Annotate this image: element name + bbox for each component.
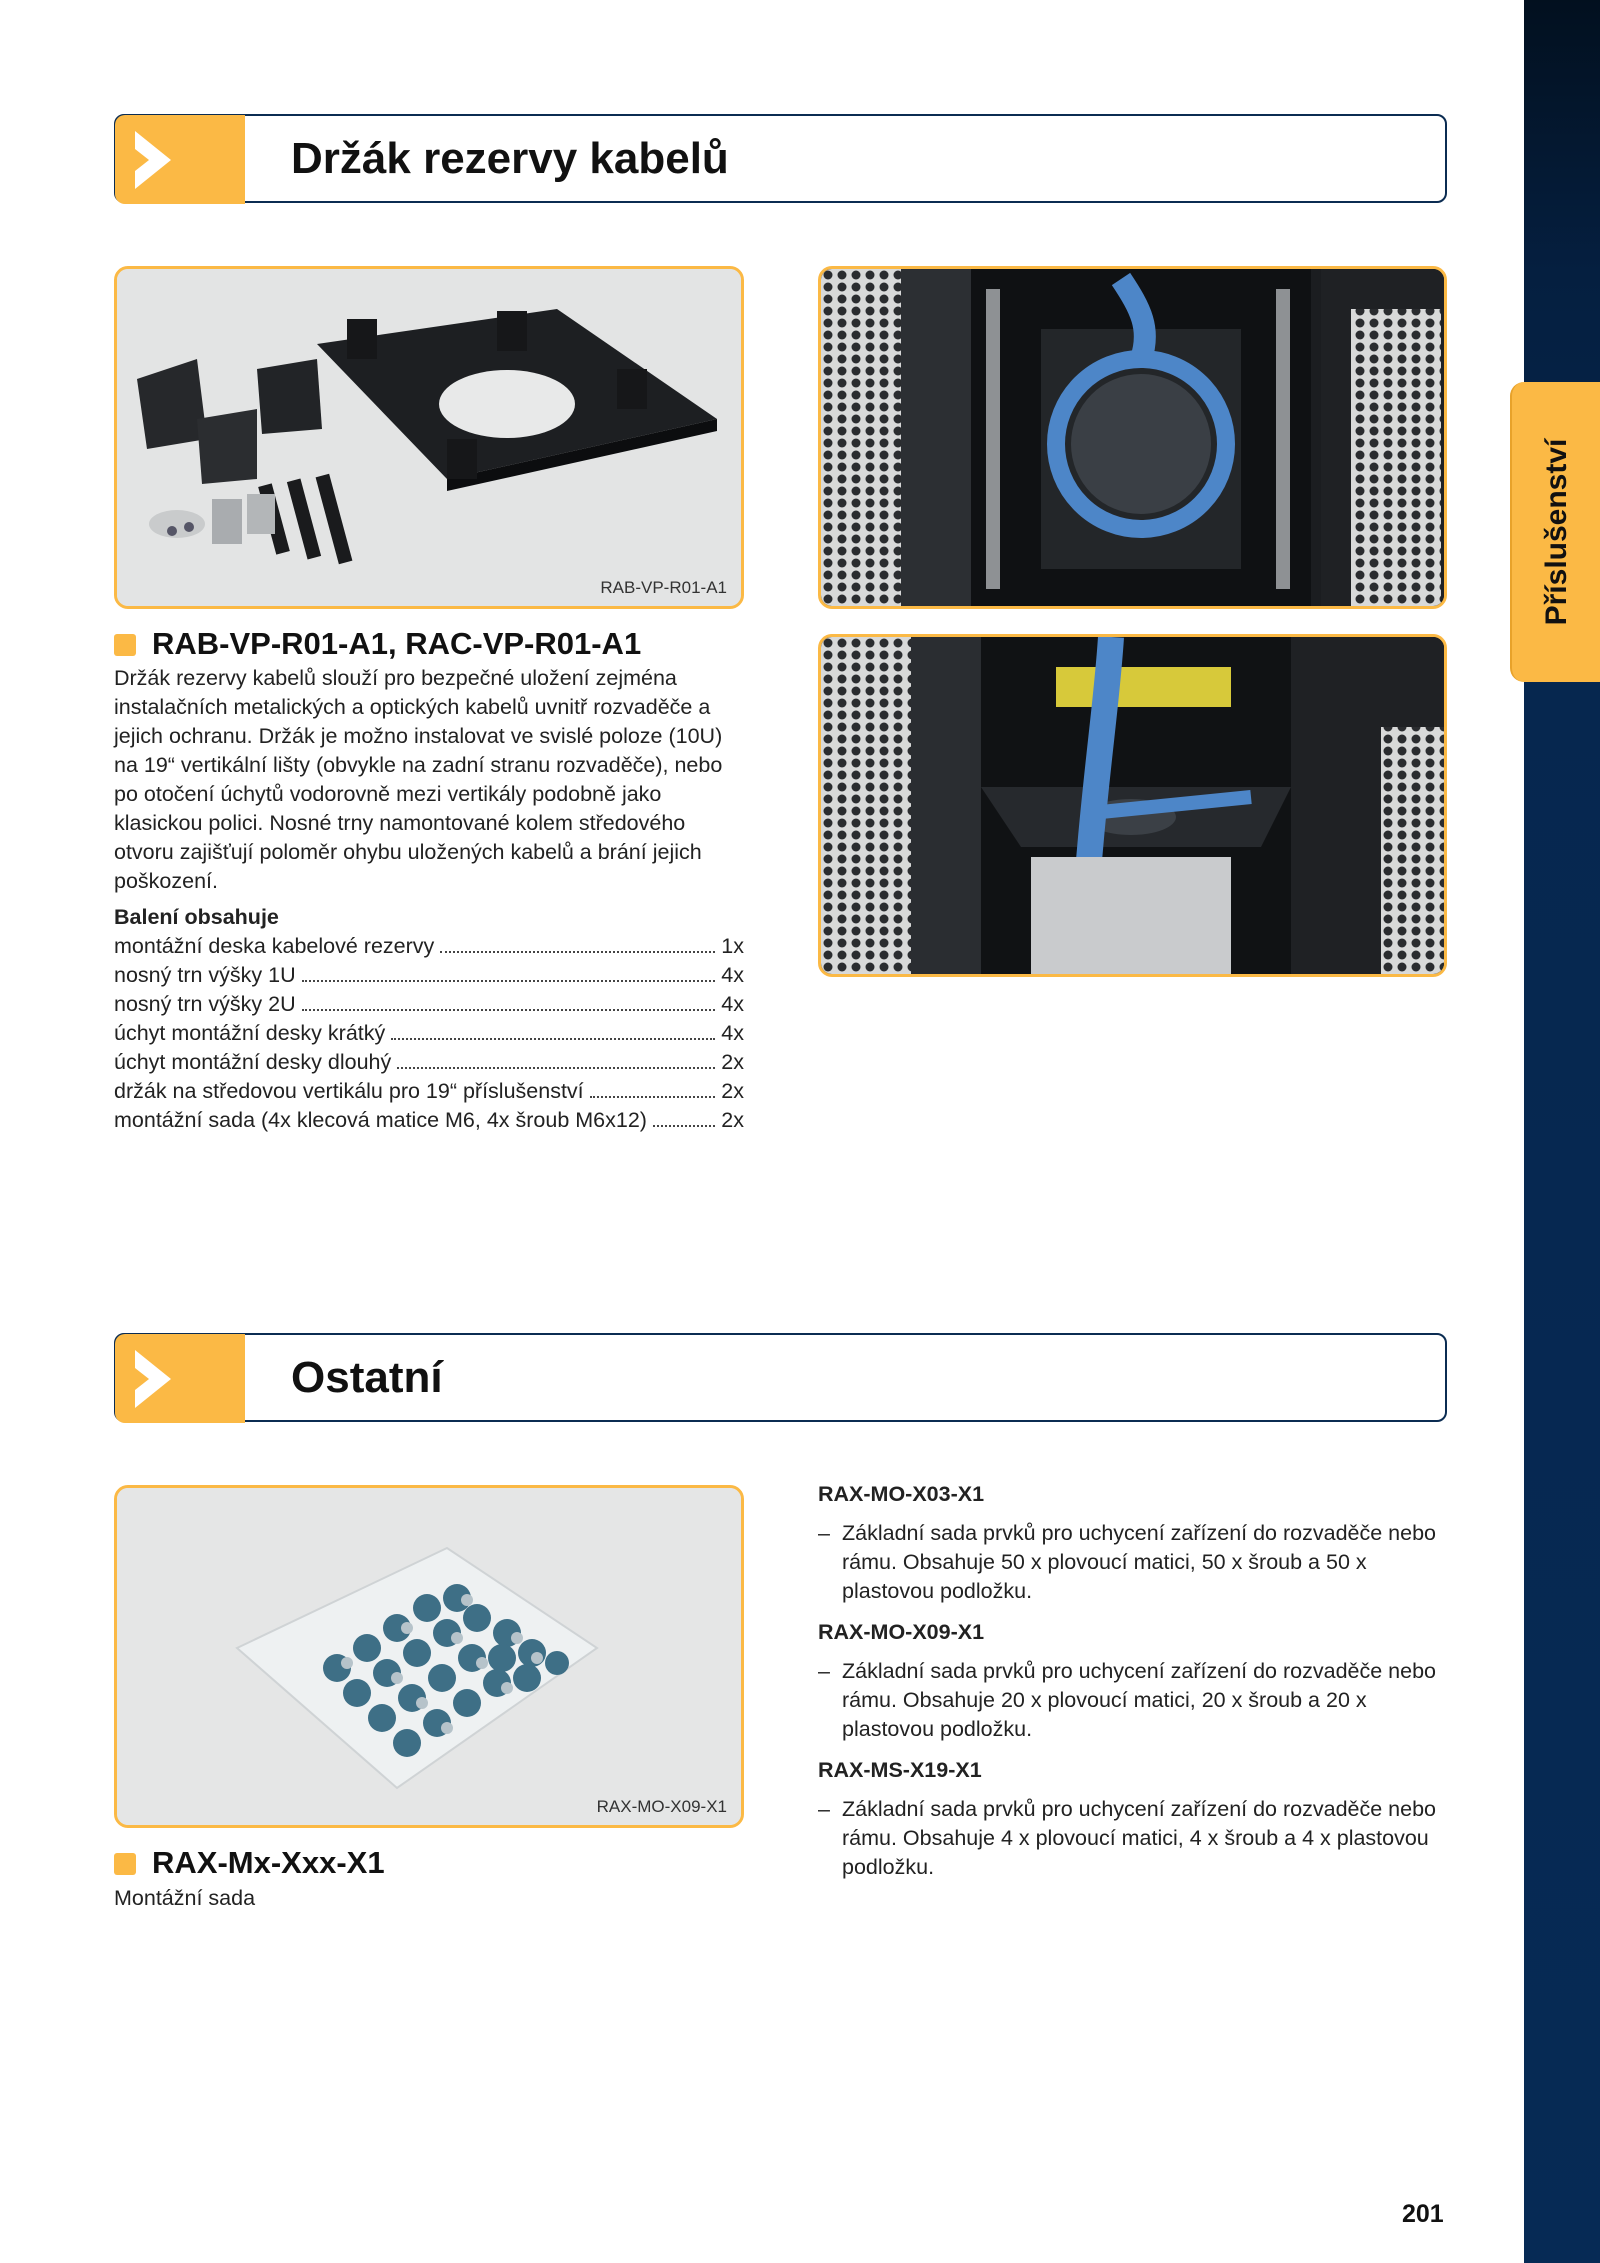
product-image-cable-holder [114,266,744,609]
spec-list [818,1480,1438,1894]
section-title: Držák rezervy kabelů [291,134,729,183]
spec-code: RAX-MS-X19-X1 [818,1758,982,1782]
product-title: RAX-Mx-Xxx-X1 [152,1845,385,1880]
section-header-other [114,1333,1447,1422]
chevron-right-icon [115,1334,245,1423]
spec-item [818,1480,1438,1606]
list-item: nosný trn výšky 2U 4x [114,992,744,1016]
section-header-cable-holder [114,114,1447,203]
package-heading: Balení obsahuje [114,905,279,929]
product-subtitle: Montážní sada [114,1886,256,1910]
list-item: montážní deska kabelové rezervy 1x [114,934,744,958]
product-heading [114,1845,744,1885]
photo-rack-horizontal [818,634,1447,977]
bullet-square-icon [114,1853,136,1875]
spec-description: Základní sada prvků pro uchycení zařízení do rozvaděče nebo rámu. Obsahuje 20 x plovoucí matici, 20 x šroub a 20 x plastovou podložku. [842,1659,1436,1741]
dash-bullet: – [818,1521,830,1545]
spec-code: RAX-MO-X09-X1 [818,1620,985,1644]
page-number: 201 [1402,2200,1444,2228]
spec-description: Základní sada prvků pro uchycení zařízení do rozvaděče nebo rámu. Obsahuje 50 x plovoucí matici, 50 x šroub a 50 x plastovou podložku. [842,1521,1436,1603]
side-tab[interactable] [1510,382,1600,682]
product-title: RAB-VP-R01-A1, RAC-VP-R01-A1 [152,626,642,661]
list-item: nosný trn výšky 1U 4x [114,963,744,987]
spec-code: RAX-MO-X03-X1 [818,1482,985,1506]
dash-bullet: – [818,1797,830,1821]
photo-rack-vertical [818,266,1447,609]
bullet-square-icon [114,634,136,656]
spec-description: Základní sada prvků pro uchycení zařízení do rozvaděče nebo rámu. Obsahuje 4 x plovoucí matici, 4 x šroub a 4 x plastovou podložku. [842,1797,1436,1879]
list-item: úchyt montážní desky dlouhý 2x [114,1050,744,1074]
list-item: montážní sada (4x klecová matice M6, 4x šroub M6x12) 2x [114,1108,744,1132]
image-caption: RAX-MO-X09-X1 [596,1797,727,1816]
chevron-right-icon [115,115,245,204]
package-list [114,932,744,1135]
section-title: Ostatní [291,1353,443,1402]
spec-item [818,1618,1438,1744]
side-bar [1524,0,1600,2263]
product-image-mounting-set [114,1485,744,1828]
list-item: úchyt montážní desky krátký 4x [114,1021,744,1045]
spec-item [818,1756,1438,1882]
product-description: Držák rezervy kabelů slouží pro bezpečné uložení zejména instalačních metalických a optických kabelů uvnitř rozvaděče a jejich ochranu. Držák je možno instalovat ve svislé poloze (10U) na 19“ vertikální lišty (obvykle na zadní stranu rozvaděče), nebo po otočení úchytů vodorovně mezi vertikály podobně jako klasickou polici. Nosné trny namontované kolem středového otvoru zajišťují poloměr ohybu uložených kabelů a brání jejich poškození. [114,666,723,893]
image-caption: RAB-VP-R01-A1 [600,578,727,597]
dash-bullet: – [818,1659,830,1683]
product-heading [114,626,744,666]
list-item: držák na středovou vertikálu pro 19“ příslušenství 2x [114,1079,744,1103]
side-tab-label: Příslušenství [1540,438,1573,626]
